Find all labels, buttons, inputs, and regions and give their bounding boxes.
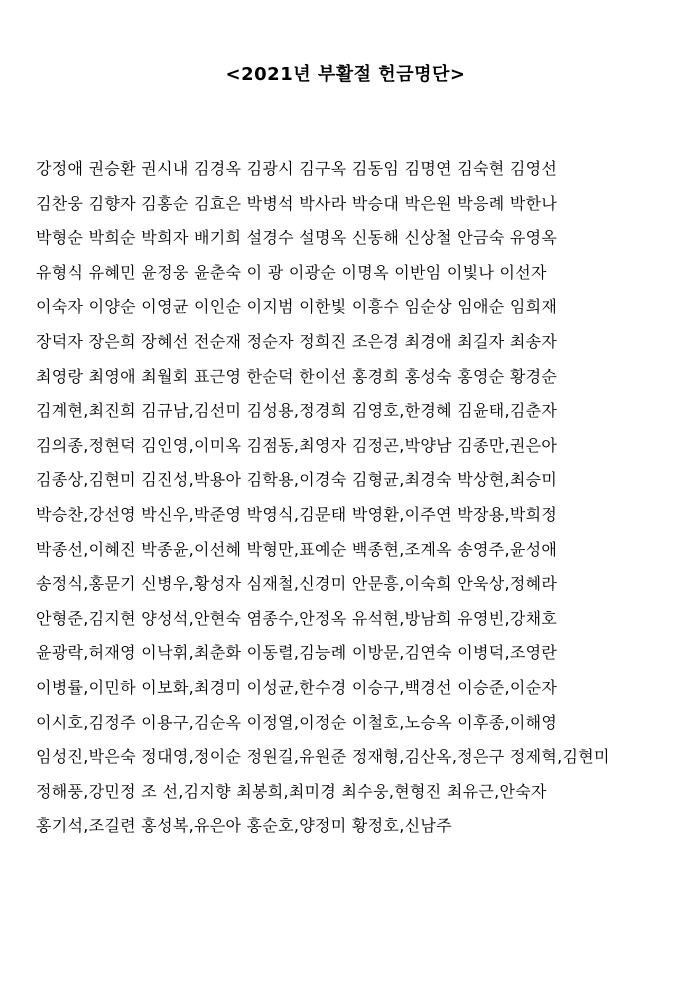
name-row: 김종상,김현미 김진성,박용아 김학용,이경숙 김형균,최경숙 박상현,최승미 [36,470,558,490]
document-title: <2021년 부활절 헌금명단> [225,64,466,85]
name-row: 장덕자 장은희 장혜선 전순재 정순자 정희진 조은경 최경애 최길자 최송자 [36,331,558,351]
name-row: 유형식 유혜민 윤정웅 윤춘숙 이 광 이광순 이명옥 이반임 이빛나 이선자 [36,262,547,282]
name-row: 송정식,홍문기 신병우,황성자 심재철,신경미 안문흥,이숙희 안욱상,정혜라 [36,574,558,594]
name-row: 김계현,최진희 김규남,김선미 김성용,정경희 김영호,한경혜 김윤태,김춘자 [36,401,558,421]
name-row: 김의종,정현덕 김인영,이미옥 김점동,최영자 김정곤,박양남 김종만,권은아 [36,435,558,455]
name-row: 정해풍,강민정 조 선,김지향 최봉희,최미경 최수웅,현형진 최유근,안숙자 [36,781,547,801]
name-row: 강정애 권승환 권시내 김경옥 김광시 김구옥 김동임 김명연 김숙현 김영선 [36,159,558,178]
name-row: 윤광락,허재영 이낙휘,최춘화 이동렬,김능례 이방문,김연숙 이병덕,조영란 [36,643,558,663]
name-row: 박승찬,강선영 박신우,박준영 박영식,김문태 박영환,이주연 박장용,박희정 [36,504,558,524]
name-row: 박형순 박희순 박희자 배기희 설경수 설명옥 신동해 신상철 안금숙 유영옥 [36,228,558,248]
name-row: 안형준,김지현 양성석,안현숙 염종수,안정옥 유석현,방남희 유영빈,강채호 [36,608,558,628]
name-row: 임성진,박은숙 정대영,정이순 정원길,유원준 정재형,김산옥,정은구 정제혁,김현미 [36,747,610,767]
name-row: 박종선,이혜진 박종윤,이선혜 박형만,표예순 백종현,조계옥 송영주,윤성애 [36,539,558,559]
name-row: 홍기석,조길련 홍성복,유은아 홍순호,양정미 황정호,신남주 [36,816,452,836]
name-row: 이시호,김정주 이용구,김순옥 이정열,이정순 이철호,노승옥 이후종,이해영 [36,712,558,732]
name-row: 최영랑 최영애 최월회 표근영 한순덕 한이선 홍경희 홍성숙 홍영순 황경순 [36,366,558,386]
name-row: 이병률,이민하 이보화,최경미 이성균,한수경 이승구,백경선 이승준,이순자 [36,677,558,697]
name-row: 이숙자 이양순 이영균 이인순 이지범 이한빛 이흥수 임순상 임애순 임희재 [36,297,558,317]
donor-name-list [36,154,676,846]
name-row: 김찬웅 김향자 김홍순 김효은 박병석 박사라 박승대 박은원 박응례 박한나 [36,193,558,213]
